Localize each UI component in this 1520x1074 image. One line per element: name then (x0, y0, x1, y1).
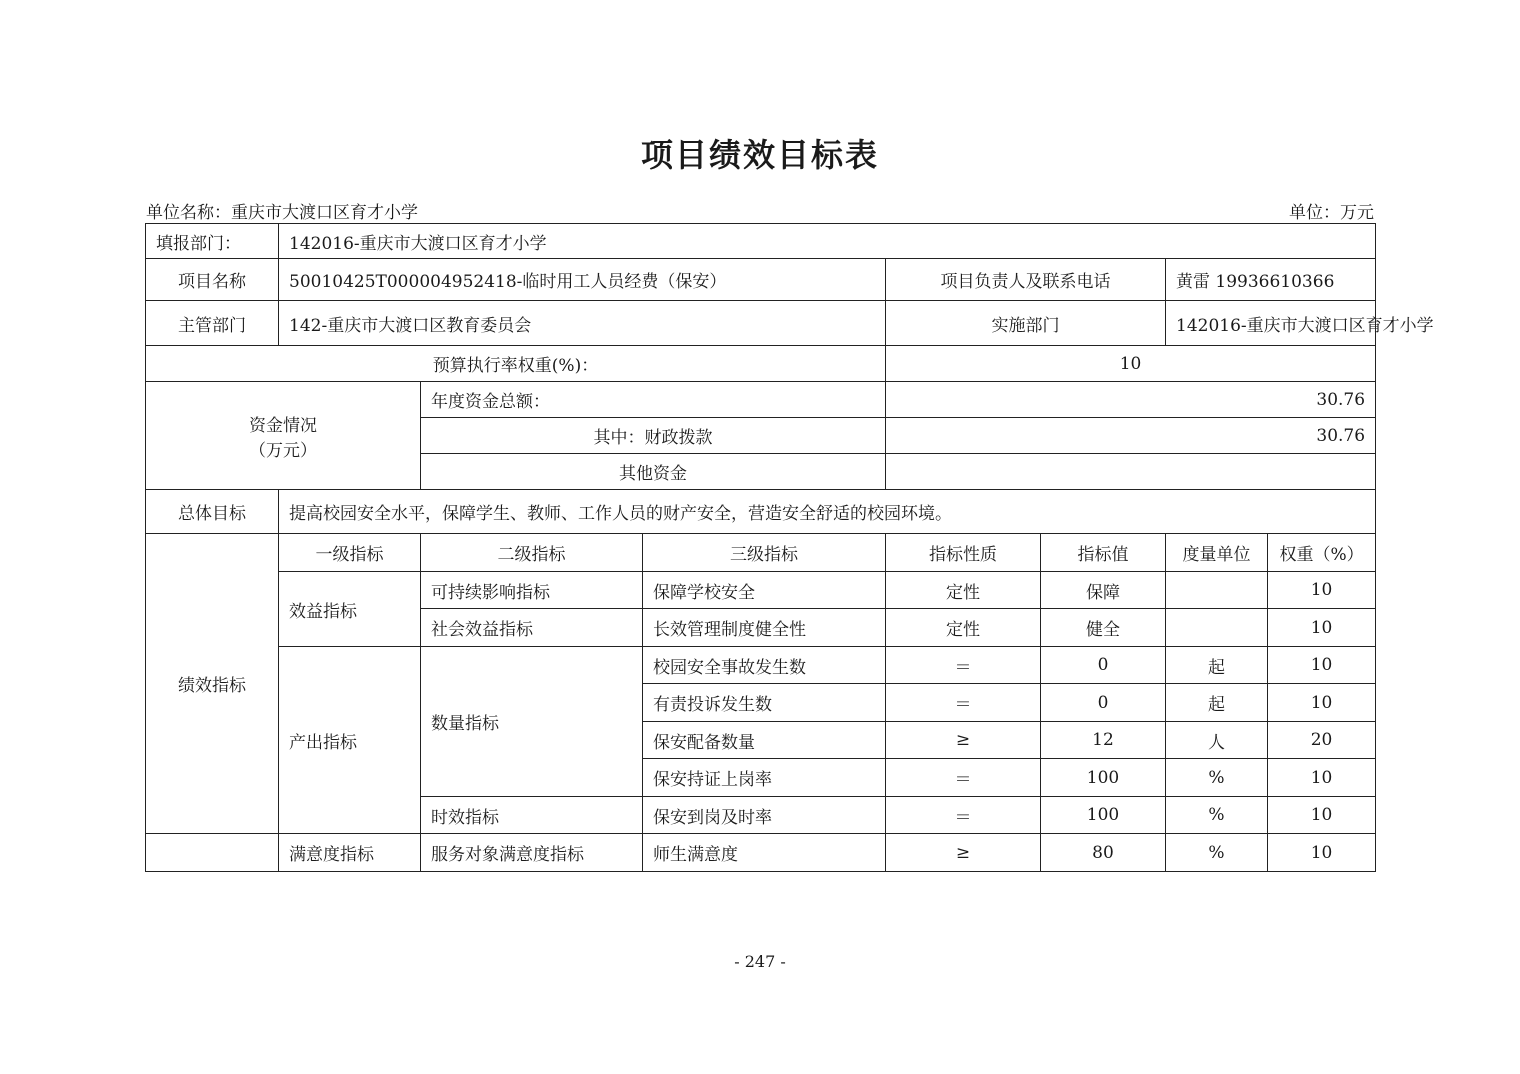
level2-quantity: 数量指标 (421, 647, 643, 797)
weight-cell: 10 (1268, 609, 1376, 647)
level2-social: 社会效益指标 (421, 609, 643, 647)
value-cell: 0 (1041, 684, 1166, 722)
goal-row (146, 490, 1376, 534)
budget-row (146, 346, 1376, 382)
level3-cell: 保安持证上岗率 (643, 759, 886, 797)
nature-cell: ＝ (886, 759, 1041, 797)
project-row (146, 259, 1376, 301)
weight-cell: 10 (1268, 797, 1376, 834)
header-level1: 一级指标 (279, 534, 421, 572)
unit-cell: % (1166, 759, 1268, 797)
header-level3: 三级指标 (643, 534, 886, 572)
weight-cell: 10 (1268, 572, 1376, 609)
weight-cell: 10 (1268, 834, 1376, 872)
unit-cell: 人 (1166, 722, 1268, 759)
level2-service: 服务对象满意度指标 (421, 834, 643, 872)
value-cell: 保障 (1041, 572, 1166, 609)
dept-row (146, 301, 1376, 346)
funds-annual-row (146, 382, 1376, 418)
nature-cell: ＝ (886, 684, 1041, 722)
goal-label: 总体目标 (146, 490, 279, 534)
fiscal-funds-value: 30.76 (886, 418, 1376, 454)
supervisor-label: 主管部门 (146, 301, 279, 346)
other-funds-label: 其他资金 (421, 454, 886, 490)
unit-cell: % (1166, 797, 1268, 834)
level3-cell: 师生满意度 (643, 834, 886, 872)
level3-cell: 有责投诉发生数 (643, 684, 886, 722)
funds-label (146, 382, 421, 490)
annual-funds-value: 30.76 (886, 382, 1376, 418)
level1-satisfaction: 满意度指标 (279, 834, 421, 872)
impl-dept-value: 142016-重庆市大渡口区育才小学 (1166, 301, 1376, 346)
table-row (146, 572, 1376, 609)
fiscal-funds-label: 其中：财政拨款 (421, 418, 886, 454)
empty-cell (146, 834, 279, 872)
nature-cell: ≥ (886, 834, 1041, 872)
weight-cell: 10 (1268, 759, 1376, 797)
page-title: 项目绩效目标表 (640, 136, 879, 174)
goal-value: 提高校园安全水平，保障学生、教师、工作人员的财产安全，营造安全舒适的校园环境。 (279, 490, 1376, 534)
currency-unit: 单位：万元 (1289, 203, 1374, 223)
indicators-section-label: 绩效指标 (146, 534, 279, 834)
level3-cell: 校园安全事故发生数 (643, 647, 886, 684)
value-cell: 80 (1041, 834, 1166, 872)
nature-cell: 定性 (886, 609, 1041, 647)
weight-cell: 20 (1268, 722, 1376, 759)
value-cell: 0 (1041, 647, 1166, 684)
header-unit: 度量单位 (1166, 534, 1268, 572)
header-level2: 二级指标 (421, 534, 643, 572)
nature-cell: ＝ (886, 647, 1041, 684)
level3-cell: 长效管理制度健全性 (643, 609, 886, 647)
budget-weight-value: 10 (886, 346, 1376, 382)
weight-cell: 10 (1268, 647, 1376, 684)
table-row (146, 647, 1376, 684)
annual-funds-label: 年度资金总额： (421, 382, 886, 418)
nature-cell: ＝ (886, 797, 1041, 834)
project-owner-value: 黄雷 19936610366 (1166, 259, 1376, 301)
fill-dept-row (146, 224, 1376, 259)
supervisor-value: 142-重庆市大渡口区教育委员会 (279, 301, 886, 346)
unit-name: 单位名称：重庆市大渡口区育才小学 (146, 203, 418, 223)
level3-cell: 保障学校安全 (643, 572, 886, 609)
level1-output: 产出指标 (279, 647, 421, 834)
performance-table (145, 223, 1434, 872)
performance-table-container (145, 223, 1434, 872)
level3-cell: 保安配备数量 (643, 722, 886, 759)
fill-dept-value: 142016-重庆市大渡口区育才小学 (279, 224, 1376, 259)
level1-benefit: 效益指标 (279, 572, 421, 647)
table-row (146, 834, 1376, 872)
fill-dept-label: 填报部门： (146, 224, 279, 259)
project-name-label: 项目名称 (146, 259, 279, 301)
project-name-value: 50010425T000004952418-临时用工人员经费（保安） (279, 259, 886, 301)
funds-label-text: 资金情况 (249, 415, 317, 436)
value-cell: 健全 (1041, 609, 1166, 647)
level2-sustain: 可持续影响指标 (421, 572, 643, 609)
other-funds-value (886, 454, 1376, 490)
nature-cell: 定性 (886, 572, 1041, 609)
value-cell: 12 (1041, 722, 1166, 759)
nature-cell: ≥ (886, 722, 1041, 759)
value-cell: 100 (1041, 759, 1166, 797)
funds-label-unit: （万元） (249, 440, 317, 461)
header-weight: 权重（%） (1268, 534, 1376, 572)
unit-cell: 起 (1166, 684, 1268, 722)
header-nature: 指标性质 (886, 534, 1041, 572)
project-owner-label: 项目负责人及联系电话 (886, 259, 1166, 301)
weight-cell: 10 (1268, 684, 1376, 722)
header-value: 指标值 (1041, 534, 1166, 572)
indicator-header-row (146, 534, 1376, 572)
level2-timeliness: 时效指标 (421, 797, 643, 834)
page-number: - 247 - (734, 952, 786, 971)
unit-cell (1166, 572, 1268, 609)
impl-dept-label: 实施部门 (886, 301, 1166, 346)
unit-cell: % (1166, 834, 1268, 872)
unit-cell: 起 (1166, 647, 1268, 684)
level3-cell: 保安到岗及时率 (643, 797, 886, 834)
unit-cell (1166, 609, 1268, 647)
value-cell: 100 (1041, 797, 1166, 834)
budget-weight-label: 预算执行率权重(%)： (146, 346, 886, 382)
